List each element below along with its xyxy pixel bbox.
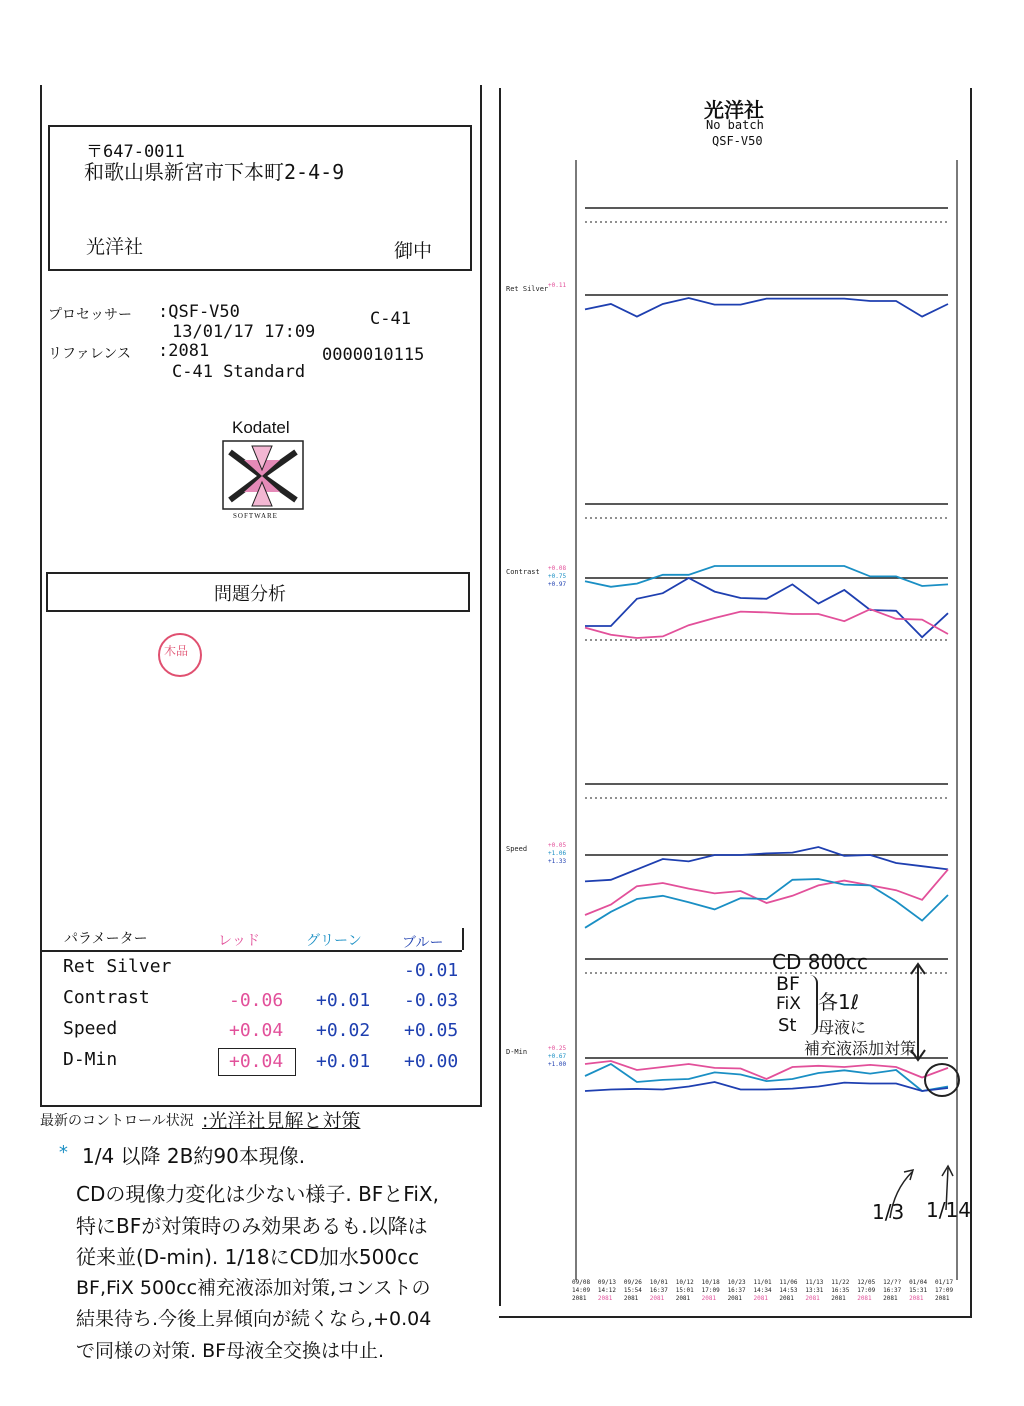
table-header-green: グリーン [306,933,362,949]
row-green: +0.01 [316,990,371,1011]
x-tick-label: 16:35 [831,1287,850,1294]
row-red: -0.06 [229,990,284,1011]
processor-value: :QSF-V50 [158,302,240,322]
control-note-line: 特にBFが対策時のみ効果あるも.以降は [76,1214,428,1238]
x-tick-label: 2081 [753,1295,768,1302]
x-tick-label: 2081 [831,1295,846,1302]
note-replenish: 補充液添加対策 [804,1039,917,1058]
x-tick-label: 2081 [649,1295,665,1302]
control-note-line: CDの現像力変化は少ない様子. BFとFiX, [76,1182,439,1206]
panel-label: Speed [506,845,528,853]
reference-label: リファレンス [48,346,131,362]
analysis-title: 問題分析 [214,584,286,605]
chart-column-right-border [970,88,972,1316]
row-name: D-Min [63,1049,118,1070]
panel-value-label: +0.08 [548,565,567,572]
control-note-line: 従来並(D-min). 1/18にCD加水500cc [76,1245,420,1269]
x-tick-label: 13:31 [805,1287,824,1294]
note-st: St [778,1015,797,1036]
report-datetime: 13/01/17 17:09 [172,322,316,342]
series-line [585,869,948,915]
series-line [585,298,948,317]
x-tick-label: 15:31 [909,1287,928,1294]
control-note-line: で同様の対策. BF母液全交換は中止. [76,1340,385,1362]
reference-standard: C-41 Standard [172,362,306,382]
x-tick-label: 2081 [935,1295,950,1302]
note-bf: BF [776,973,800,995]
control-chart [500,150,968,1310]
panel-value-label: +0.25 [548,1045,567,1052]
table-header-blue: ブルー [402,935,444,951]
series-line [585,847,948,881]
chart-batch: No batch [706,118,764,132]
x-tick-label: 16:37 [883,1287,902,1294]
series-line [585,1064,948,1091]
x-tick-label: 16:37 [649,1287,668,1294]
control-note-line: 1/4 以降 2B約90本現像. [82,1144,306,1168]
x-tick-label: 2081 [909,1295,924,1302]
chart-column-bottom-border [499,1316,972,1318]
date-note-2: 1/14 [926,1198,971,1222]
chart-processor: QSF-V50 [712,134,763,148]
x-tick-label: 2081 [623,1295,639,1302]
x-tick-label: 17:09 [701,1287,720,1294]
x-tick-label: 14:12 [597,1287,616,1294]
x-tick-label: 10/18 [701,1279,720,1286]
row-red: +0.04 [229,1020,284,1041]
panel-value-label: +0.05 [548,842,567,849]
row-name: Contrast [63,987,150,1008]
date-note-1: 1/3 [872,1200,905,1224]
x-tick-label: 12/05 [857,1279,876,1286]
x-tick-label: 2081 [883,1295,898,1302]
note-each: 各1ℓ [818,990,859,1014]
note-mother: 母液に [818,1018,867,1037]
double-arrow-icon [908,962,928,1062]
table-header-red: レッド [218,933,260,949]
x-tick-label: 14:34 [753,1287,772,1294]
x-tick-label: 16:37 [727,1287,746,1294]
panel-value-label: +0.97 [548,581,567,588]
x-tick-label: 2081 [805,1295,820,1302]
x-tick-label: 2081 [701,1295,717,1302]
x-tick-label: 2081 [572,1295,587,1302]
row-blue: -0.01 [404,960,459,981]
row-green: +0.01 [316,1051,371,1072]
table-header-line [42,950,462,952]
control-label: 最新のコントロール状況 [40,1113,194,1129]
x-tick-label: 01/04 [909,1279,928,1286]
x-tick-label: 10/12 [675,1279,694,1286]
row-name: Speed [63,1018,118,1039]
logo-name: Kodatel [232,418,290,437]
x-tick-label: 12/?? [883,1279,902,1286]
x-tick-label: 14:53 [779,1287,798,1294]
note-cd: CD 800cc [772,950,868,974]
reference-number: 0000010115 [322,345,425,365]
x-tick-label: 11/01 [753,1279,772,1286]
row-blue: -0.03 [404,990,459,1011]
control-note-line: 結果待ち.今後上昇傾向が続くなら,+0.04 [76,1308,432,1330]
processor-label: プロセッサー [48,307,132,323]
address-company: 光洋社 [86,236,144,258]
panel-value-label: +1.06 [548,850,567,857]
row-blue: +0.05 [404,1020,459,1041]
left-border [40,85,42,1105]
x-tick-label: 11/22 [831,1279,850,1286]
x-tick-label: 11/13 [805,1279,824,1286]
series-line [585,1082,948,1091]
x-tick-label: 2081 [779,1295,794,1302]
address-honorific: 御中 [394,240,433,262]
row-blue: +0.00 [404,1051,459,1072]
kodatel-logo-icon [222,440,304,510]
x-tick-label: 11/06 [779,1279,798,1286]
row-green: +0.02 [316,1020,371,1041]
bullet-star-icon: * [58,1142,69,1163]
x-tick-label: 09/26 [623,1279,642,1286]
panel-value-label: +0.67 [548,1053,567,1060]
x-tick-label: 2081 [857,1295,872,1302]
chart-company: 光洋社 [704,98,764,122]
x-tick-label: 2081 [727,1295,743,1302]
row-red: +0.04 [229,1051,284,1072]
control-note-line: BF,FiX 500cc補充液添加対策,コンストの [76,1277,431,1299]
process-type: C-41 [370,309,411,329]
postal-code: 〒647-0011 [86,142,185,162]
address-street: 和歌山県新宮市下本町2-4-9 [84,160,345,184]
logo-tagline: SOFTWARE [233,512,278,520]
control-heading: :光洋社見解と対策 [202,1110,361,1132]
panel-label: Ret Silver [506,285,549,293]
panel-value-label: +1.00 [548,1061,567,1068]
note-fix: FiX [776,994,801,1014]
panel-value-label: +1.33 [548,858,567,865]
series-line [585,609,948,638]
x-tick-label: 01/17 [935,1279,954,1286]
circle-mark [924,1063,960,1097]
x-tick-label: 14:09 [572,1287,591,1294]
x-tick-label: 15:54 [623,1287,642,1294]
reference-value: :2081 [158,341,210,361]
table-header-param: パラメーター [64,931,148,947]
left-column-right-border [480,85,482,1105]
x-tick-label: 15:01 [675,1287,694,1294]
brace-icon [810,975,818,1035]
x-tick-label: 09/08 [572,1279,591,1286]
x-tick-label: 2081 [675,1295,691,1302]
x-tick-label: 10/01 [649,1279,668,1286]
x-tick-label: 2081 [597,1295,613,1302]
panel-label: Contrast [506,568,540,576]
series-line [585,578,948,637]
x-tick-label: 10/23 [727,1279,746,1286]
x-tick-label: 17:09 [857,1287,876,1294]
panel-value-label: +0.11 [548,282,567,289]
row-name: Ret Silver [63,956,172,977]
table-header-end [462,928,464,950]
panel-value-label: +0.75 [548,573,567,580]
x-tick-label: 09/13 [597,1279,616,1286]
seal-stamp-text: 木品 [164,644,189,658]
panel-label: D-Min [506,1048,528,1056]
series-line [585,566,948,587]
x-tick-label: 17:09 [935,1287,954,1294]
